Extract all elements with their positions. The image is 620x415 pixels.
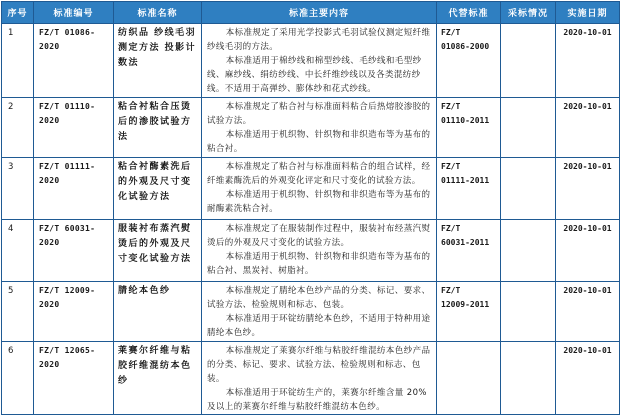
- cell-name: 纺织品 纱线毛羽测定方法 投影计数法: [114, 24, 202, 98]
- content-applicability: 本标准适用于机织物、针织物和非织造布等为基布的粘合衬。: [207, 130, 431, 154]
- standards-table-sheet: [1, 1, 619, 412]
- replaced-number: 01086-2000: [441, 42, 490, 51]
- header-adoption: 采标情况: [501, 2, 556, 24]
- table-row: [2, 158, 620, 220]
- content-scope: 本标准规定了粘合衬与标准面料粘合后热熔胶渗胶的试验方法。: [207, 102, 431, 126]
- cell-content: [202, 342, 437, 415]
- cell-code: FZ/T 01086-2020: [34, 24, 114, 98]
- header-seq: 序号: [2, 2, 34, 24]
- replaced-number: 01110-2011: [441, 116, 490, 125]
- cell-content: [202, 98, 437, 158]
- cell-seq: 1: [2, 24, 34, 98]
- cell-replaced: [437, 98, 501, 158]
- cell-date: 2020-10-01: [556, 220, 620, 282]
- replaced-prefix: FZ/T: [441, 286, 461, 295]
- cell-seq: 5: [2, 282, 34, 342]
- replaced-prefix: FZ/T: [441, 28, 461, 37]
- cell-code: FZ/T 12009-2020: [34, 282, 114, 342]
- cell-name: 粘合衬酶素洗后的外观及尺寸变化试验方法: [114, 158, 202, 220]
- header-code: 标准编号: [34, 2, 114, 24]
- cell-date: 2020-10-01: [556, 98, 620, 158]
- content-applicability: 本标准适用于机织物、针织物和非织造布等为基布的粘合衬、黑炭衬、树脂衬。: [207, 252, 431, 276]
- content-scope: 本标准规定了采用光学投影式毛羽试验仪测定短纤维纱线毛羽的方法。: [207, 28, 431, 52]
- cell-name: 粘合衬粘合压烫后的渗胶试验方法: [114, 98, 202, 158]
- cell-seq: 2: [2, 98, 34, 158]
- table-row: [2, 282, 620, 342]
- content-scope: 本标准规定了在服装制作过程中，服装衬布经蒸汽熨烫后的外观及尺寸变化的试验方法。: [207, 224, 431, 248]
- cell-date: 2020-10-01: [556, 24, 620, 98]
- content-scope: 本标准规定了腈纶本色纱产品的分类、标记、要求、试验方法、检验规则和标志、包装。: [207, 286, 431, 310]
- table-row: [2, 342, 620, 415]
- cell-content: [202, 282, 437, 342]
- cell-code: FZ/T 01111-2020: [34, 158, 114, 220]
- cell-content: [202, 158, 437, 220]
- content-applicability: 本标准适用于机织物、针织物和非织造布等为基布的耐酶素洗粘合衬。: [207, 190, 431, 214]
- cell-seq: 3: [2, 158, 34, 220]
- header-content: 标准主要内容: [202, 2, 437, 24]
- cell-content: [202, 220, 437, 282]
- replaced-prefix: FZ/T: [441, 224, 461, 233]
- header-date: 实施日期: [556, 2, 620, 24]
- cell-seq: 6: [2, 342, 34, 415]
- cell-name: 莱赛尔纤维与粘胶纤维混纺本色纱: [114, 342, 202, 415]
- header-replaced: 代替标准: [437, 2, 501, 24]
- content-applicability: 本标准适用于环锭纺生产的，莱赛尔纤维含量 20%及以上的莱赛尔纤维与粘胶纤维混纺本色纱。: [207, 388, 427, 412]
- cell-replaced: [437, 24, 501, 98]
- content-applicability: 本标准适用于棉纱线和棉型纱线、毛纱线和毛型纱线、麻纱线、绢纺纱线、中长纤维纱线以及各类混纺纱线。不适用于高弹纱、膨体纱和花式纱线。: [207, 56, 422, 94]
- cell-adoption: [501, 342, 556, 415]
- content-scope: 本标准规定了莱赛尔纤维与粘胶纤维混纺本色纱产品的分类、标记、要求、试验方法、检验规则和标志、包装。: [207, 346, 431, 384]
- replaced-number: 60031-2011: [441, 238, 490, 247]
- cell-adoption: [501, 282, 556, 342]
- cell-replaced: [437, 220, 501, 282]
- cell-code: FZ/T 60031-2020: [34, 220, 114, 282]
- header-row: [2, 2, 620, 24]
- cell-adoption: [501, 220, 556, 282]
- content-applicability: 本标准适用于环锭纺腈纶本色纱，不适用于特种用途腈纶本色纱。: [207, 314, 431, 338]
- cell-name: 服装衬布蒸汽熨烫后的外观及尺寸变化试验方法: [114, 220, 202, 282]
- cell-adoption: [501, 98, 556, 158]
- replaced-prefix: FZ/T: [441, 162, 461, 171]
- table-row: [2, 24, 620, 98]
- cell-date: 2020-10-01: [556, 158, 620, 220]
- cell-name: 腈纶本色纱: [114, 282, 202, 342]
- cell-date: 2020-10-01: [556, 342, 620, 415]
- content-scope: 本标准规定了粘合衬与标准面料粘合的组合试样，经纤维素酶洗后的外观变化评定和尺寸变化的试验方法。: [207, 162, 431, 186]
- cell-replaced: [437, 158, 501, 220]
- replaced-prefix: FZ/T: [441, 102, 461, 111]
- replaced-number: 12009-2011: [441, 300, 490, 309]
- table-row: [2, 220, 620, 282]
- cell-replaced: [437, 342, 501, 415]
- cell-replaced: [437, 282, 501, 342]
- cell-code: FZ/T 01110-2020: [34, 98, 114, 158]
- cell-content: [202, 24, 437, 98]
- table-row: [2, 98, 620, 158]
- cell-code: FZ/T 12065-2020: [34, 342, 114, 415]
- cell-adoption: [501, 24, 556, 98]
- replaced-number: 01111-2011: [441, 176, 490, 185]
- standards-table: [1, 1, 620, 415]
- cell-adoption: [501, 158, 556, 220]
- cell-date: 2020-10-01: [556, 282, 620, 342]
- cell-seq: 4: [2, 220, 34, 282]
- header-name: 标准名称: [114, 2, 202, 24]
